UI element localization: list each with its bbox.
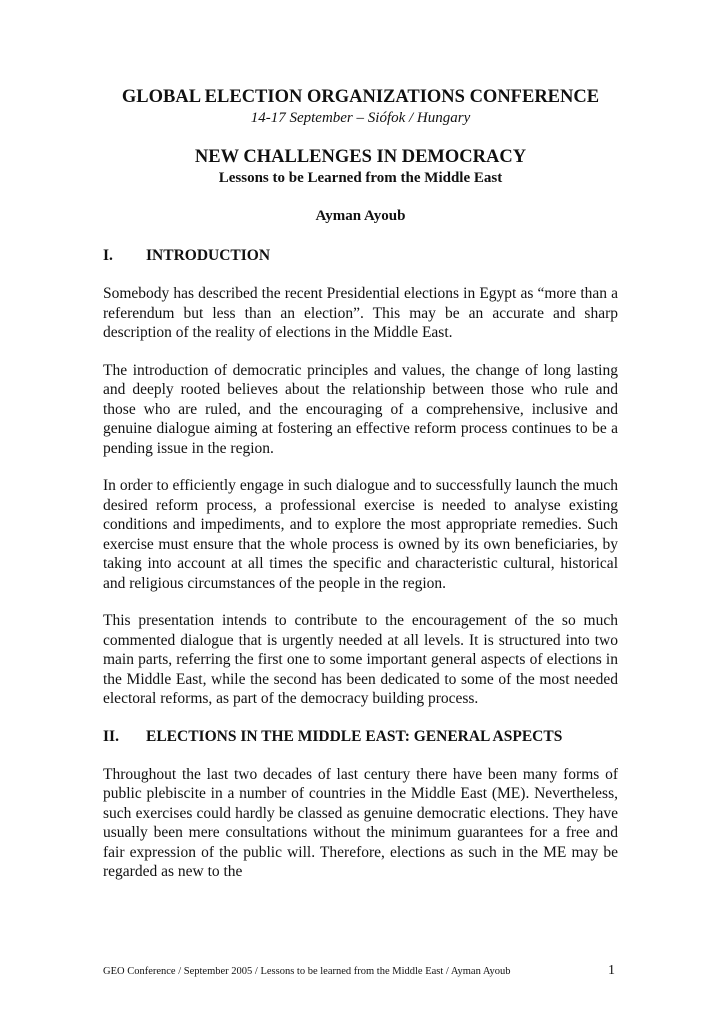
paper-subtitle: Lessons to be Learned from the Middle East bbox=[218, 170, 503, 186]
paper-title: NEW CHALLENGES IN DEMOCRACY bbox=[194, 147, 527, 167]
section-title: INTRODUCTION bbox=[146, 247, 271, 264]
conference-subtitle: 14-17 September – Siófok / Hungary bbox=[250, 110, 471, 126]
conference-title: GLOBAL ELECTION ORGANIZATIONS CONFERENCE bbox=[121, 87, 600, 107]
author-name: Ayman Ayoub bbox=[315, 208, 406, 224]
document-page bbox=[103, 86, 618, 900]
paragraph: The introduction of democratic principles and values, the change of long lasting and deeply rooted believes about the relationship between those who rule and those who are ruled, and the encouraging of a comprehensive, inclusive and genuine dialogue aiming at fostering an effective reform process continues to be a pending issue in the region. bbox=[103, 361, 618, 457]
paragraph: Throughout the last two decades of last century there have been many forms of public plebiscite in a number of countries in the Middle East (ME). Nevertheless, such exercises could hardly be classed as genuine democratic elections. They have usually been mere consultations without the minimum guarantees for a free and fair expression of the public will. Therefore, elections as such in the ME may be regarded as new to the bbox=[103, 765, 618, 880]
footer-text: GEO Conference / September 2005 / Lessons to be learned from the Middle East / Ayman Ayoub bbox=[103, 966, 511, 977]
paragraph: In order to efficiently engage in such dialogue and to successfully launch the much desired reform process, a professional exercise is needed to analyse existing conditions and impediments, and to explore the most appropriate remedies. Such exercise must ensure that the whole process is owned by its own beneficiaries, by taking into account at all times the specific and characteristic cultural, historical and religious circumstances of the people in the region. bbox=[103, 477, 618, 592]
section-number: II. bbox=[103, 727, 119, 745]
section-heading-introduction bbox=[103, 246, 618, 266]
page-number: 1 bbox=[608, 963, 615, 978]
paragraph: Somebody has described the recent Presidential elections in Egypt as “more than a referendum but less than an election”. This may be an accurate and sharp description of the reality of elections in the Middle East. bbox=[103, 285, 618, 341]
page-footer bbox=[103, 964, 618, 979]
paragraph: This presentation intends to contribute to the encouragement of the so much commented dialogue that is urgently needed at all levels. It is structured into two main parts, referring the first one to some important general aspects of elections in the Middle East, while the second has been dedicated to some of the most needed electoral reforms, as part of the democracy building process. bbox=[103, 612, 618, 707]
section-number: I. bbox=[103, 247, 113, 264]
section-title: ELECTIONS IN THE MIDDLE EAST: GENERAL ASPECTS bbox=[146, 727, 563, 745]
section-heading-general-aspects bbox=[103, 727, 618, 747]
